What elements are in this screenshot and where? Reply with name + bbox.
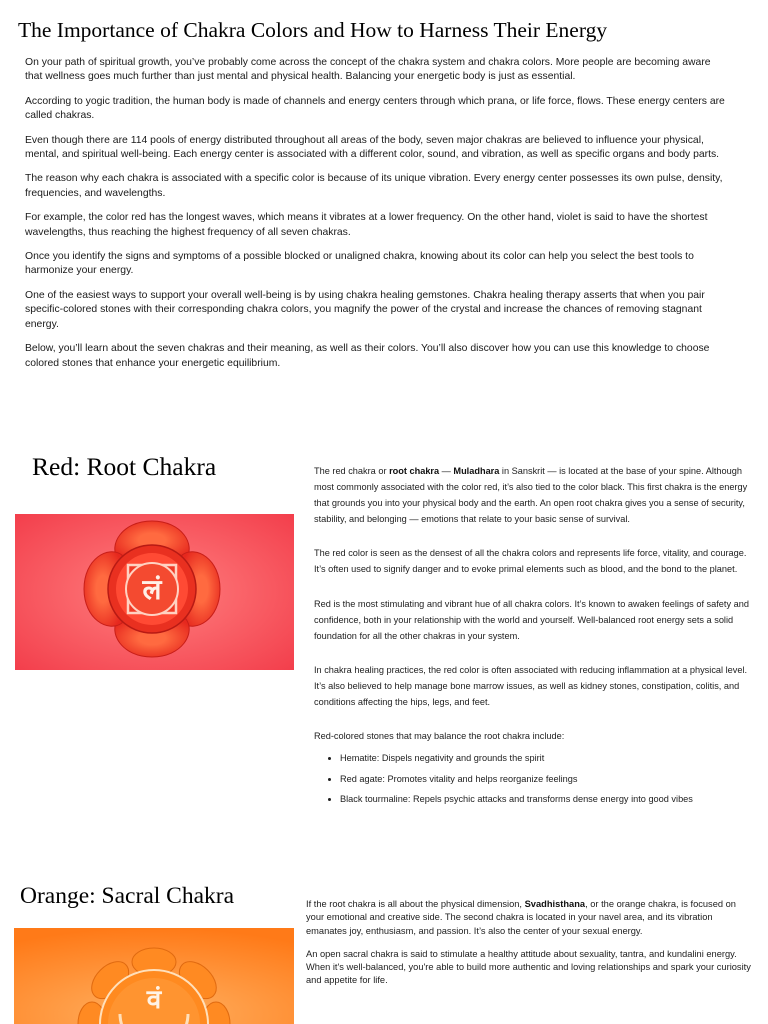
root-chakra-paragraph: Red-colored stones that may balance the root chakra include: bbox=[314, 731, 565, 742]
root-chakra-paragraph: Red is the most stimulating and vibrant hue of all chakra colors. It’s known to awaken feelings of safety and confidence, both in your relationship with the world and yourself. Well-balanced root energy sets a solid foundation for all the other chakras in your system. bbox=[314, 598, 749, 641]
root-chakra-symbol: लं bbox=[142, 573, 162, 606]
root-chakra-paragraph: The red color is seen as the densest of all the chakra colors and represents life force, vitality, and courage. It’s often used to signify danger and to evoke primal elements such as blood, and the bond to the planet. bbox=[314, 548, 747, 575]
sacral-chakra-image bbox=[14, 928, 294, 1024]
list-item: • Hematite: Dispels negativity and grounds the spirit bbox=[340, 750, 760, 766]
intro-paragraph: Below, you’ll learn about the seven chakras and their meaning, as well as their colors. You’ll also discover how you can use this knowledge to choose colored stones that enhance your energetic equilibrium. bbox=[25, 343, 710, 369]
sacral-chakra-paragraph: An open sacral chakra is said to stimulate a healthy attitude about sexuality, tantra, and kundalini energy. When it's well-balanced, you're able to build more authentic and loving relationships and spark your curiosity and appetite for life. bbox=[306, 948, 751, 986]
intro-paragraph: One of the easiest ways to support your overall well-being is by using chakra healing gemstones. Chakra healing therapy asserts that when you pair specific-colored stones with their corresponding chakra colors, you magnify the power of the crystal and increase the chances of removing stagnant energy. bbox=[25, 289, 705, 330]
list-item: • Red agate: Promotes vitality and helps reorganize feelings bbox=[340, 771, 760, 787]
intro-paragraph: On your path of spiritual growth, you’ve probably come across the concept of the chakra system and chakra colors. More people are becoming aware that wellness goes much further than just mental and physical health. Balancing your energetic body is just as essential. bbox=[25, 57, 711, 83]
root-chakra-image bbox=[15, 514, 294, 670]
root-chakra-heading: Red: Root Chakra bbox=[32, 452, 217, 481]
root-stone-list bbox=[314, 750, 760, 808]
sacral-chakra-heading: Orange: Sacral Chakra bbox=[20, 883, 235, 909]
root-chakra-paragraph: In chakra healing practices, the red color is often associated with reducing inflammation at a physical level. It’s also believed to help manage bone marrow issues, as well as kidney stones, constipation, colitis, and conditions affecting the hips, legs, and feet. bbox=[314, 664, 748, 708]
intro-section bbox=[25, 56, 730, 381]
intro-paragraph: Even though there are 114 pools of energy distributed throughout all areas of the body, seven major chakras are believed to influence your physical, mental, and spiritual well-being. Each energy center is associated with a different color, sound, and vibration, as well as specific organs and body parts. bbox=[25, 134, 720, 161]
sacral-chakra-symbol: वं bbox=[146, 985, 162, 1015]
list-item: • Black tourmaline: Repels psychic attacks and transforms dense energy into good vibes bbox=[340, 791, 760, 807]
intro-paragraph: Once you identify the signs and symptoms of a possible blocked or unaligned chakra, knowing about its color can help you select the best tools to harmonize your energy. bbox=[25, 251, 694, 277]
intro-paragraph: For example, the color red has the longest waves, which means it vibrates at a lower frequency. On the other hand, violet is said to have the shortest wavelengths, thus reaching the highest frequency of all seven chakras. bbox=[25, 212, 708, 238]
intro-paragraph: According to yogic tradition, the human body is made of channels and energy centers through which prana, or life force, flows. These energy centers are called chakras. bbox=[25, 95, 725, 122]
sacral-chakra-text bbox=[306, 898, 752, 998]
intro-paragraph: The reason why each chakra is associated with a specific color is because of its unique vibration. Every energy center possesses its own pulse, density, frequencies, and wavelengths. bbox=[25, 173, 723, 199]
root-chakra-text bbox=[314, 463, 760, 812]
page-title: The Importance of Chakra Colors and How to Harness Their Energy bbox=[18, 18, 608, 42]
sacral-chakra-paragraph: If the root chakra is all about the physical dimension, Svadhisthana, or the orange chakra, is focused on your emotional and creative side. The second chakra is located in your navel area, and its vibration emanates joy, enthusiasm, and passion. It’s also the center of your sexual energy. bbox=[306, 899, 736, 936]
root-chakra-paragraph: The red chakra or root chakra — Muladhara in Sanskrit — is located at the base of your spine. Although most commonly associated with the color red, it’s also tied to the color black. This first chakra is the energy that grounds you into your physical body and the earth. An open root chakra gives you a sense of security, stability, and belonging — emotions that relate to your basic sense of survival. bbox=[314, 466, 748, 525]
